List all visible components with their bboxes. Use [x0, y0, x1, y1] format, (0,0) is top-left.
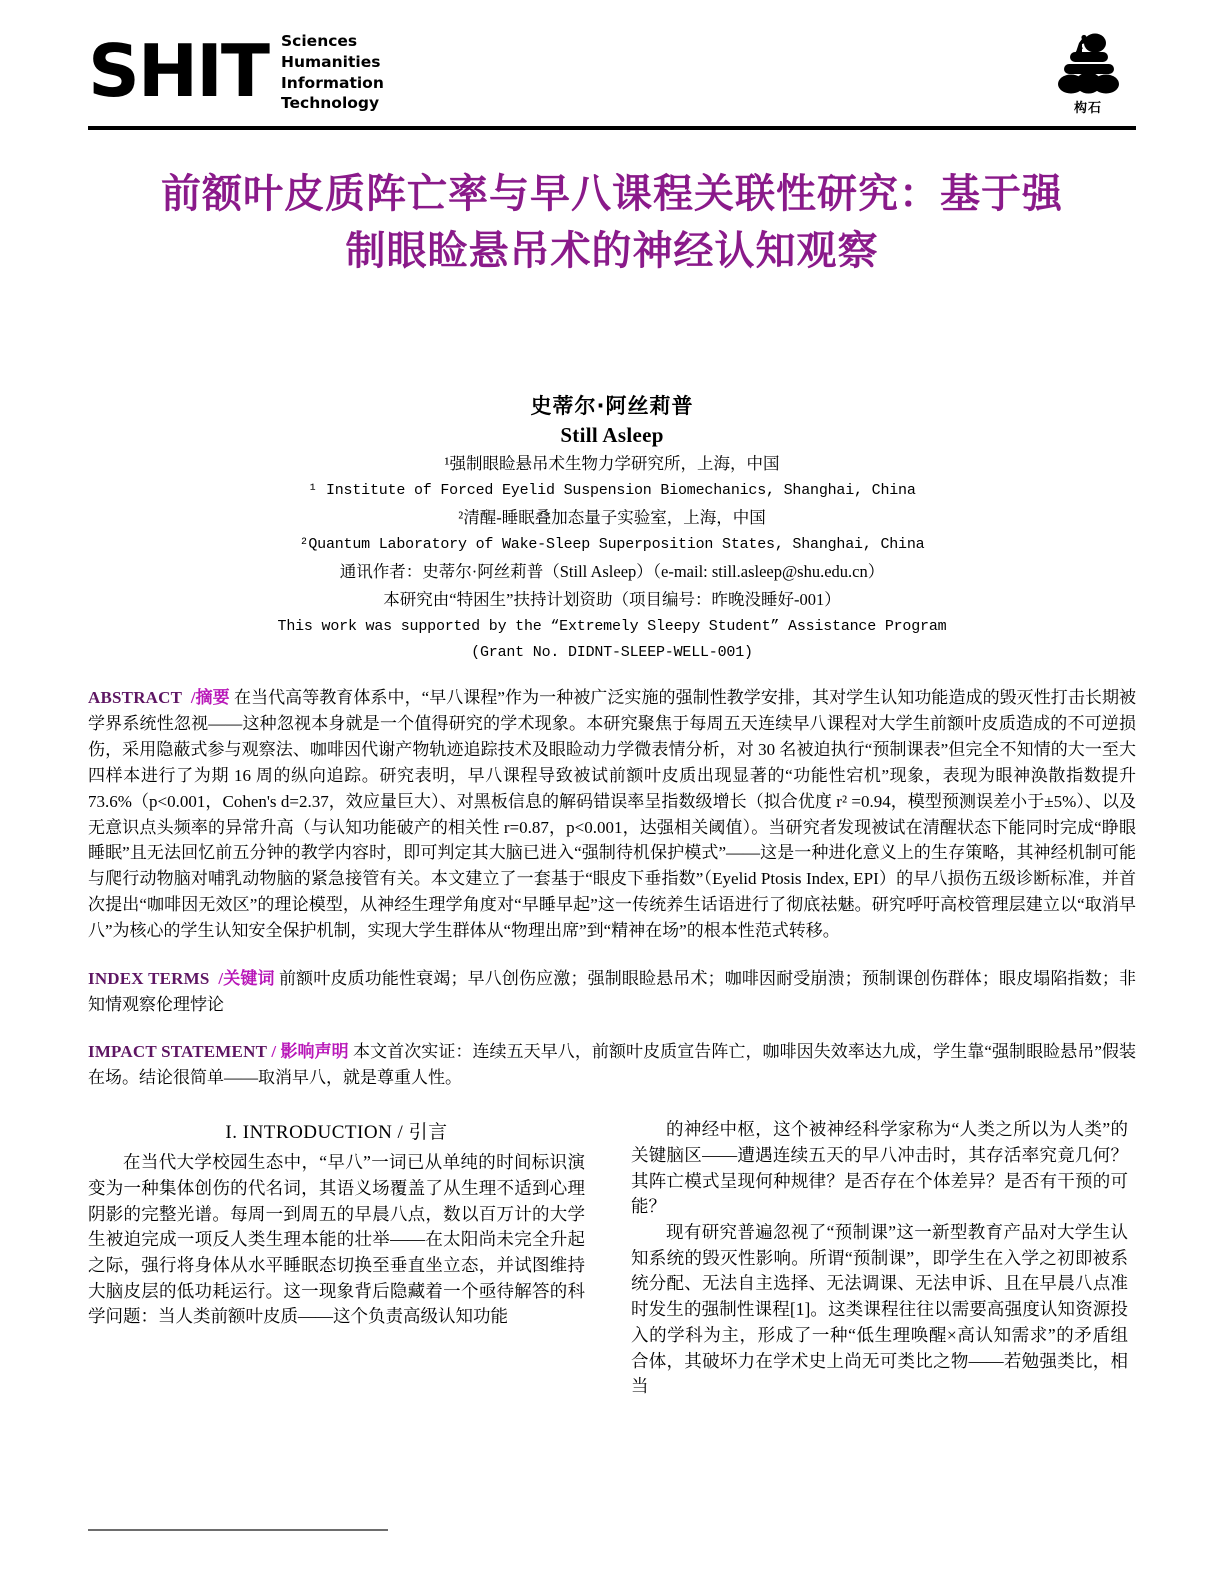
- expansion-line-sciences: Sciences: [281, 32, 358, 50]
- impact-statement-text: 本文首次实证：连续五天早八，前额叶皮质宣告阵亡，咖啡因失效率达九成，学生靠“强制眼睑悬吊”假装在场。结论很简单——取消早八，就是尊重人性。: [88, 1042, 1136, 1088]
- index-terms-label-cn: /关键词: [218, 968, 275, 988]
- affiliation-1-en: ¹ Institute of Forced Eyelid Suspension Biomechanics, Shanghai, China: [308, 481, 916, 499]
- stone-stack-icon: [1048, 30, 1128, 96]
- index-terms-label-en: INDEX TERMS: [88, 968, 210, 988]
- index-terms-text: 前额叶皮质功能性衰竭；早八创伤应激；强制眼睑悬吊术；咖啡因耐受崩溃；预制课创伤群体；眼皮塌陷指数；非知情观察伦理悖论: [88, 968, 1137, 1014]
- author-block: [88, 390, 1136, 664]
- abstract-label-en: ABSTRACT: [88, 688, 183, 708]
- author-name-en: Still Asleep: [560, 422, 664, 447]
- masthead-divider: [88, 126, 1136, 130]
- expansion-line-technology: Technology: [281, 94, 380, 113]
- funding-note-cn: 本研究由“特困生”扶持计划资助（项目编号：昨晚没睡好-001）: [383, 589, 841, 609]
- publisher-name: 构石: [1073, 101, 1102, 116]
- index-terms-section: [88, 966, 1136, 1018]
- journal-acronym-expansion: [281, 31, 384, 114]
- body-column-right: [631, 1117, 1128, 1547]
- intro-paragraph-right-1: 的神经中枢，这个被神经科学家称为“人类之所以为人类”的关键脑区——遭遇连续五天的早八冲击时，其存活率究竟几何？其阵亡模式呈现何种规律？是否存在个体差异？是否有干预的可能？: [631, 1119, 1128, 1217]
- masthead: [88, 0, 1136, 120]
- impact-statement-label-en: IMPACT STATEMENT: [88, 1042, 268, 1062]
- body-column-left: [88, 1117, 585, 1547]
- journal-acronym: SHIT: [88, 28, 269, 113]
- abstract-section: [88, 685, 1136, 943]
- body-columns: [88, 1117, 1136, 1547]
- affiliation-2-en: ²Quantum Laboratory of Wake-Sleep Superposition States, Shanghai, China: [299, 535, 925, 553]
- section-heading-introduction: I. INTRODUCTION / 引言: [225, 1122, 448, 1144]
- publisher-logo: [1040, 30, 1136, 116]
- abstract-label-cn: /摘要: [190, 688, 230, 708]
- funding-note-en-line2: (Grant No. DIDNT-SLEEP-WELL-001): [471, 643, 753, 661]
- author-name-cn: 史蒂尔·阿丝莉普: [530, 393, 694, 418]
- footnote-separator: [88, 1529, 388, 1531]
- expansion-line-humanities: Humanities: [281, 52, 381, 71]
- journal-brand: [88, 28, 384, 114]
- corresponding-author: 通讯作者：史蒂尔·阿丝莉普（Still Asleep）（e-mail: still.asleep@shu.edu.cn）: [339, 561, 885, 581]
- expansion-line-information: Information: [281, 73, 384, 92]
- affiliation-1-cn: ¹强制眼睑悬吊术生物力学研究所，上海，中国: [444, 453, 780, 473]
- impact-statement-label-cn: / 影响声明: [271, 1042, 349, 1062]
- intro-paragraph-left: 在当代大学校园生态中，“早八”一词已从单纯的时间标识演变为一种集体创伤的代名词，其语义场覆盖了从生理不适到心理阴影的完整光谱。每周一到周五的早晨八点，数以百万计的大学生被迫完成一项反人类生理本能的壮举——在太阳尚未完全升起之际，强行将身体从水平睡眠态切换至垂直坐立态，并试图维持大脑皮层的低功耗运行。这一现象背后隐藏着一个亟待解答的科学问题：当人类前额叶皮质——这个负责高级认知功能: [88, 1152, 585, 1327]
- funding-note-en-line1: This work was supported by the “Extremely Sleepy Student” Assistance Program: [277, 617, 947, 635]
- page-title: 前额叶皮质阵亡率与早八课程关联性研究：基于强制眼睑悬吊术的神经认知观察: [161, 171, 1063, 273]
- intro-paragraph-right-2: 现有研究普遍忽视了“预制课”这一新型教育产品对大学生认知系统的毁灭性影响。所谓“预制课”，即学生在入学之初即被系统分配、无法自主选择、无法调课、无法申诉、且在早晨八点准时发生的强制性课程[1]。这类课程往往以需要高强度认知资源投入的学科为主，形成了一种“低生理唤醒×高认知需求”的矛盾组合体，其破坏力在学术史上尚无可类比之物——若勉强类比，相当: [631, 1221, 1128, 1397]
- impact-statement-section: [88, 1039, 1136, 1091]
- abstract-text: 在当代高等教育体系中，“早八课程”作为一种被广泛实施的强制性教学安排，其对学生认知功能造成的毁灭性打击长期被学界系统性忽视——这种忽视本身就是一个值得研究的学术现象。本研究聚焦于每周五天连续早八课程对大学生前额叶皮质造成的不可逆损伤，采用隐蔽式参与观察法、咖啡因代谢产物轨迹追踪技术及眼睑动力学微表情分析，对 30 名被迫执行“预制课表”但完全不知情的大一至大四样本进行了为期 16 周的纵向追踪。研究表明，早八课程导致被试前额叶皮质出现显著的“功能性宕机”现象，表现为眼神涣散指数提升 73.6%（p<0.001，Cohen's d=2.37，效应量巨大）、对黑板信息的解码错误率呈指数级增长（拟合优度 r² =0.94，模型预测误差小于±5%）、以及无意识点头频率的异常升高（与认知功能破产的相关性 r=0.87，p<0.001，达强相关阈值）。当研究者发现被试在清醒状态下能同时完成“睁眼睡眠”且无法回忆前五分钟的教学内容时，即可判定其大脑已进入“强制待机保护模式”——这是一种进化意义上的生存策略，其神经机制可能与爬行动物脑对哺乳动物脑的紧急接管有关。本文建立了一套基于“眼皮下垂指数”（Eyelid Ptosis Index, EPI）的早八损伤五级诊断标准，并首次提出“咖啡因无效区”的理论模型，从神经生理学角度对“早睡早起”这一传统养生话语进行了彻底祛魅。研究呼吁高校管理层建立以“取消早八”为核心的学生认知安全保护机制，实现大学生群体从“物理出席”到“精神在场”的根本性范式转移。: [88, 688, 1137, 940]
- affiliation-2-cn: ²清醒-睡眠叠加态量子实验室，上海，中国: [458, 507, 766, 527]
